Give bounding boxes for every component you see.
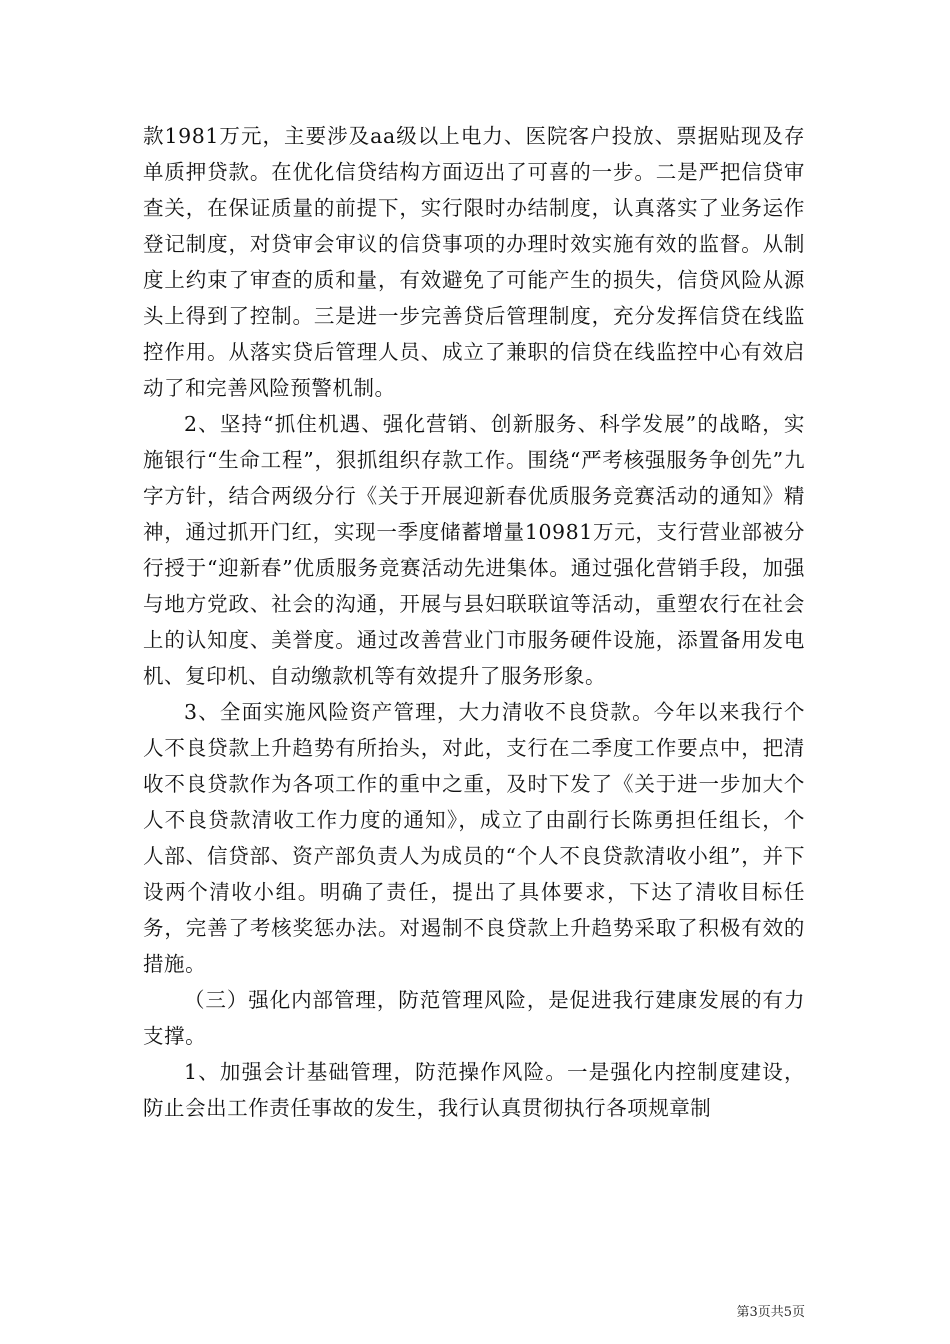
page-number: 第3页共5页 — [736, 1305, 805, 1320]
section-heading-3: （三）强化内部管理，防范管理风险，是促进我行建康发展的有力支撑。 — [143, 988, 805, 1048]
paragraph-item-3: 3、全面实施风险资产管理，大力清收不良贷款。今年以来我行个人不良贷款上升趋势有所抬头，对此，支行在二季度工作要点中，把清收不良贷款作为各项工作的重中之重，及时下发了《关于进一步加大个人不良贷款清收工作力度的通知》，成立了由副行长陈勇担任组长，个人部、信贷部、资产部负责人为成员的“个人不良贷款清收小组”，并下设两个清收小组。明确了责任，提出了具体要求，下达了清收目标任务，完善了考核奖惩办法。对遏制不良贷款上升趋势采取了积极有效的措施。 — [143, 700, 805, 976]
paragraph-item-1: 1、加强会计基础管理，防范操作风险。一是强化内控制度建设，防止会出工作责任事故的发生，我行认真贯彻执行各项规章制 — [143, 1060, 805, 1120]
paragraph-item-2: 2、坚持“抓住机遇、强化营销、创新服务、科学发展”的战略，实施银行“生命工程”，狠抓组织存款工作。围绕“严考核强服务争创先”九字方针，结合两级分行《关于开展迎新春优质服务竞赛活动的通知》精神，通过抓开门红，实现一季度储蓄增量10981万元，支行营业部被分行授于“迎新春”优质服务竞赛活动先进集体。通过强化营销手段，加强与地方党政、社会的沟通，开展与县妇联联谊等活动，重塑农行在社会上的认知度、美誉度。通过改善营业门市服务硬件设施，添置备用发电机、复印机、自动缴款机等有效提升了服务形象。 — [143, 412, 805, 688]
paragraph-continuation: 款1981万元，主要涉及aa级以上电力、医院客户投放、票据贴现及存单质押贷款。在优化信贷结构方面迈出了可喜的一步。二是严把信贷审查关，在保证质量的前提下，实行限时办结制度，认真落实了业务运作登记制度，对贷审会审议的信贷事项的办理时效实施有效的监督。从制度上约束了审查的质和量，有效避免了可能产生的损失，信贷风险从源头上得到了控制。三是进一步完善贷后管理制度，充分发挥信贷在线监控作用。从落实贷后管理人员、成立了兼职的信贷在线监控中心有效启动了和完善风险预警机制。 — [143, 124, 805, 400]
document-body — [143, 118, 805, 1126]
